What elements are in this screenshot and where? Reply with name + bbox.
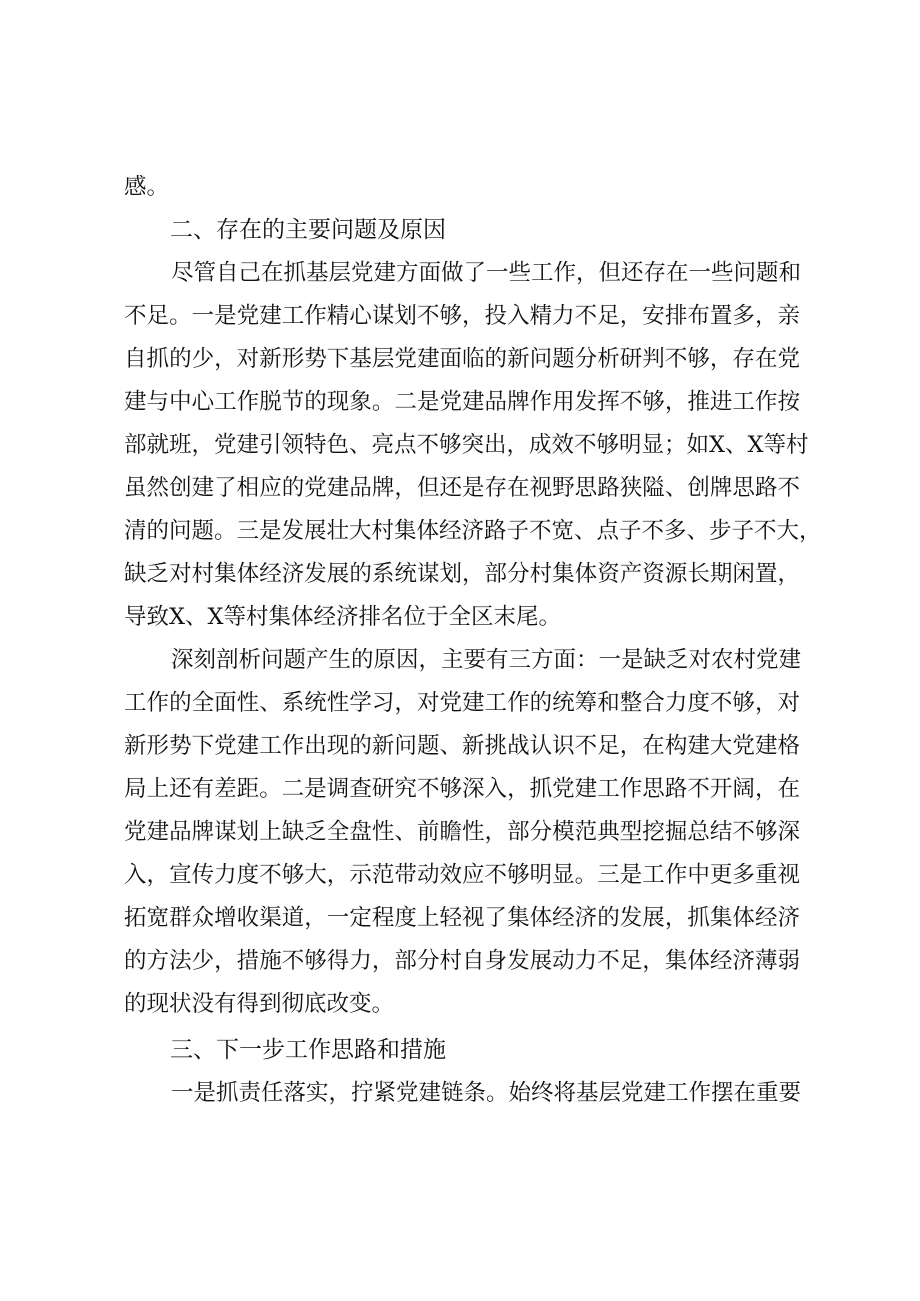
paragraph-line: 清的问题。三是发展壮大村集体经济路子不宽、点子不多、步子不大， [124,518,822,544]
paragraph-line: 新形势下党建工作出现的新问题、新挑战认识不足，在构建大党建格 [124,733,800,759]
paragraph-line: 导致X、X等村集体经济排名位于全区末尾。 [124,604,562,630]
paragraph-line: 党建品牌谋划上缺乏全盘性、前瞻性，部分模范典型挖掘总结不够深 [124,819,800,845]
paragraph-line: 拓宽群众增收渠道，一定程度上轻视了集体经济的发展，抓集体经济 [124,905,800,931]
paragraph-line: 建与中心工作脱节的现象。二是党建品牌作用发挥不够，推进工作按 [124,389,800,415]
paragraph-line: 的方法少，措施不够得力，部分村自身发展动力不足，集体经济薄弱 [124,948,800,974]
paragraph-line: 感。 [124,174,170,200]
paragraph-line: 一是抓责任落实，拧紧党建链条。始终将基层党建工作摆在重要 [171,1080,802,1106]
paragraph-line: 自抓的少，对新形势下基层党建面临的新问题分析研判不够，存在党 [124,346,800,372]
paragraph-line: 工作的全面性、系统性学习，对党建工作的统筹和整合力度不够，对 [124,690,800,716]
section-heading-problems: 二、存在的主要问题及原因 [170,217,446,243]
paragraph-line: 的现状没有得到彻底改变。 [124,991,395,1017]
paragraph-line: 局上还有差距。二是调查研究不够深入，抓党建工作思路不开阔，在 [124,776,800,802]
section-heading-next-steps: 三、下一步工作思路和措施 [170,1037,446,1063]
paragraph-line: 尽管自己在抓基层党建方面做了一些工作，但还存在一些问题和 [171,260,802,286]
paragraph-line: 缺乏对村集体经济发展的系统谋划，部分村集体资产资源长期闲置， [124,561,800,587]
paragraph-line: 不足。一是党建工作精心谋划不够，投入精力不足，安排布置多，亲 [124,303,800,329]
paragraph-line: 入，宣传力度不够大，示范带动效应不够明显。三是工作中更多重视 [124,862,800,888]
paragraph-line: 虽然创建了相应的党建品牌，但还是存在视野思路狭隘、创牌思路不 [124,475,800,501]
paragraph-line: 深刻剖析问题产生的原因，主要有三方面：一是缺乏对农村党建 [171,647,802,673]
paragraph-line: 部就班，党建引领特色、亮点不够突出，成效不够明显；如X、X等村 [124,432,809,458]
